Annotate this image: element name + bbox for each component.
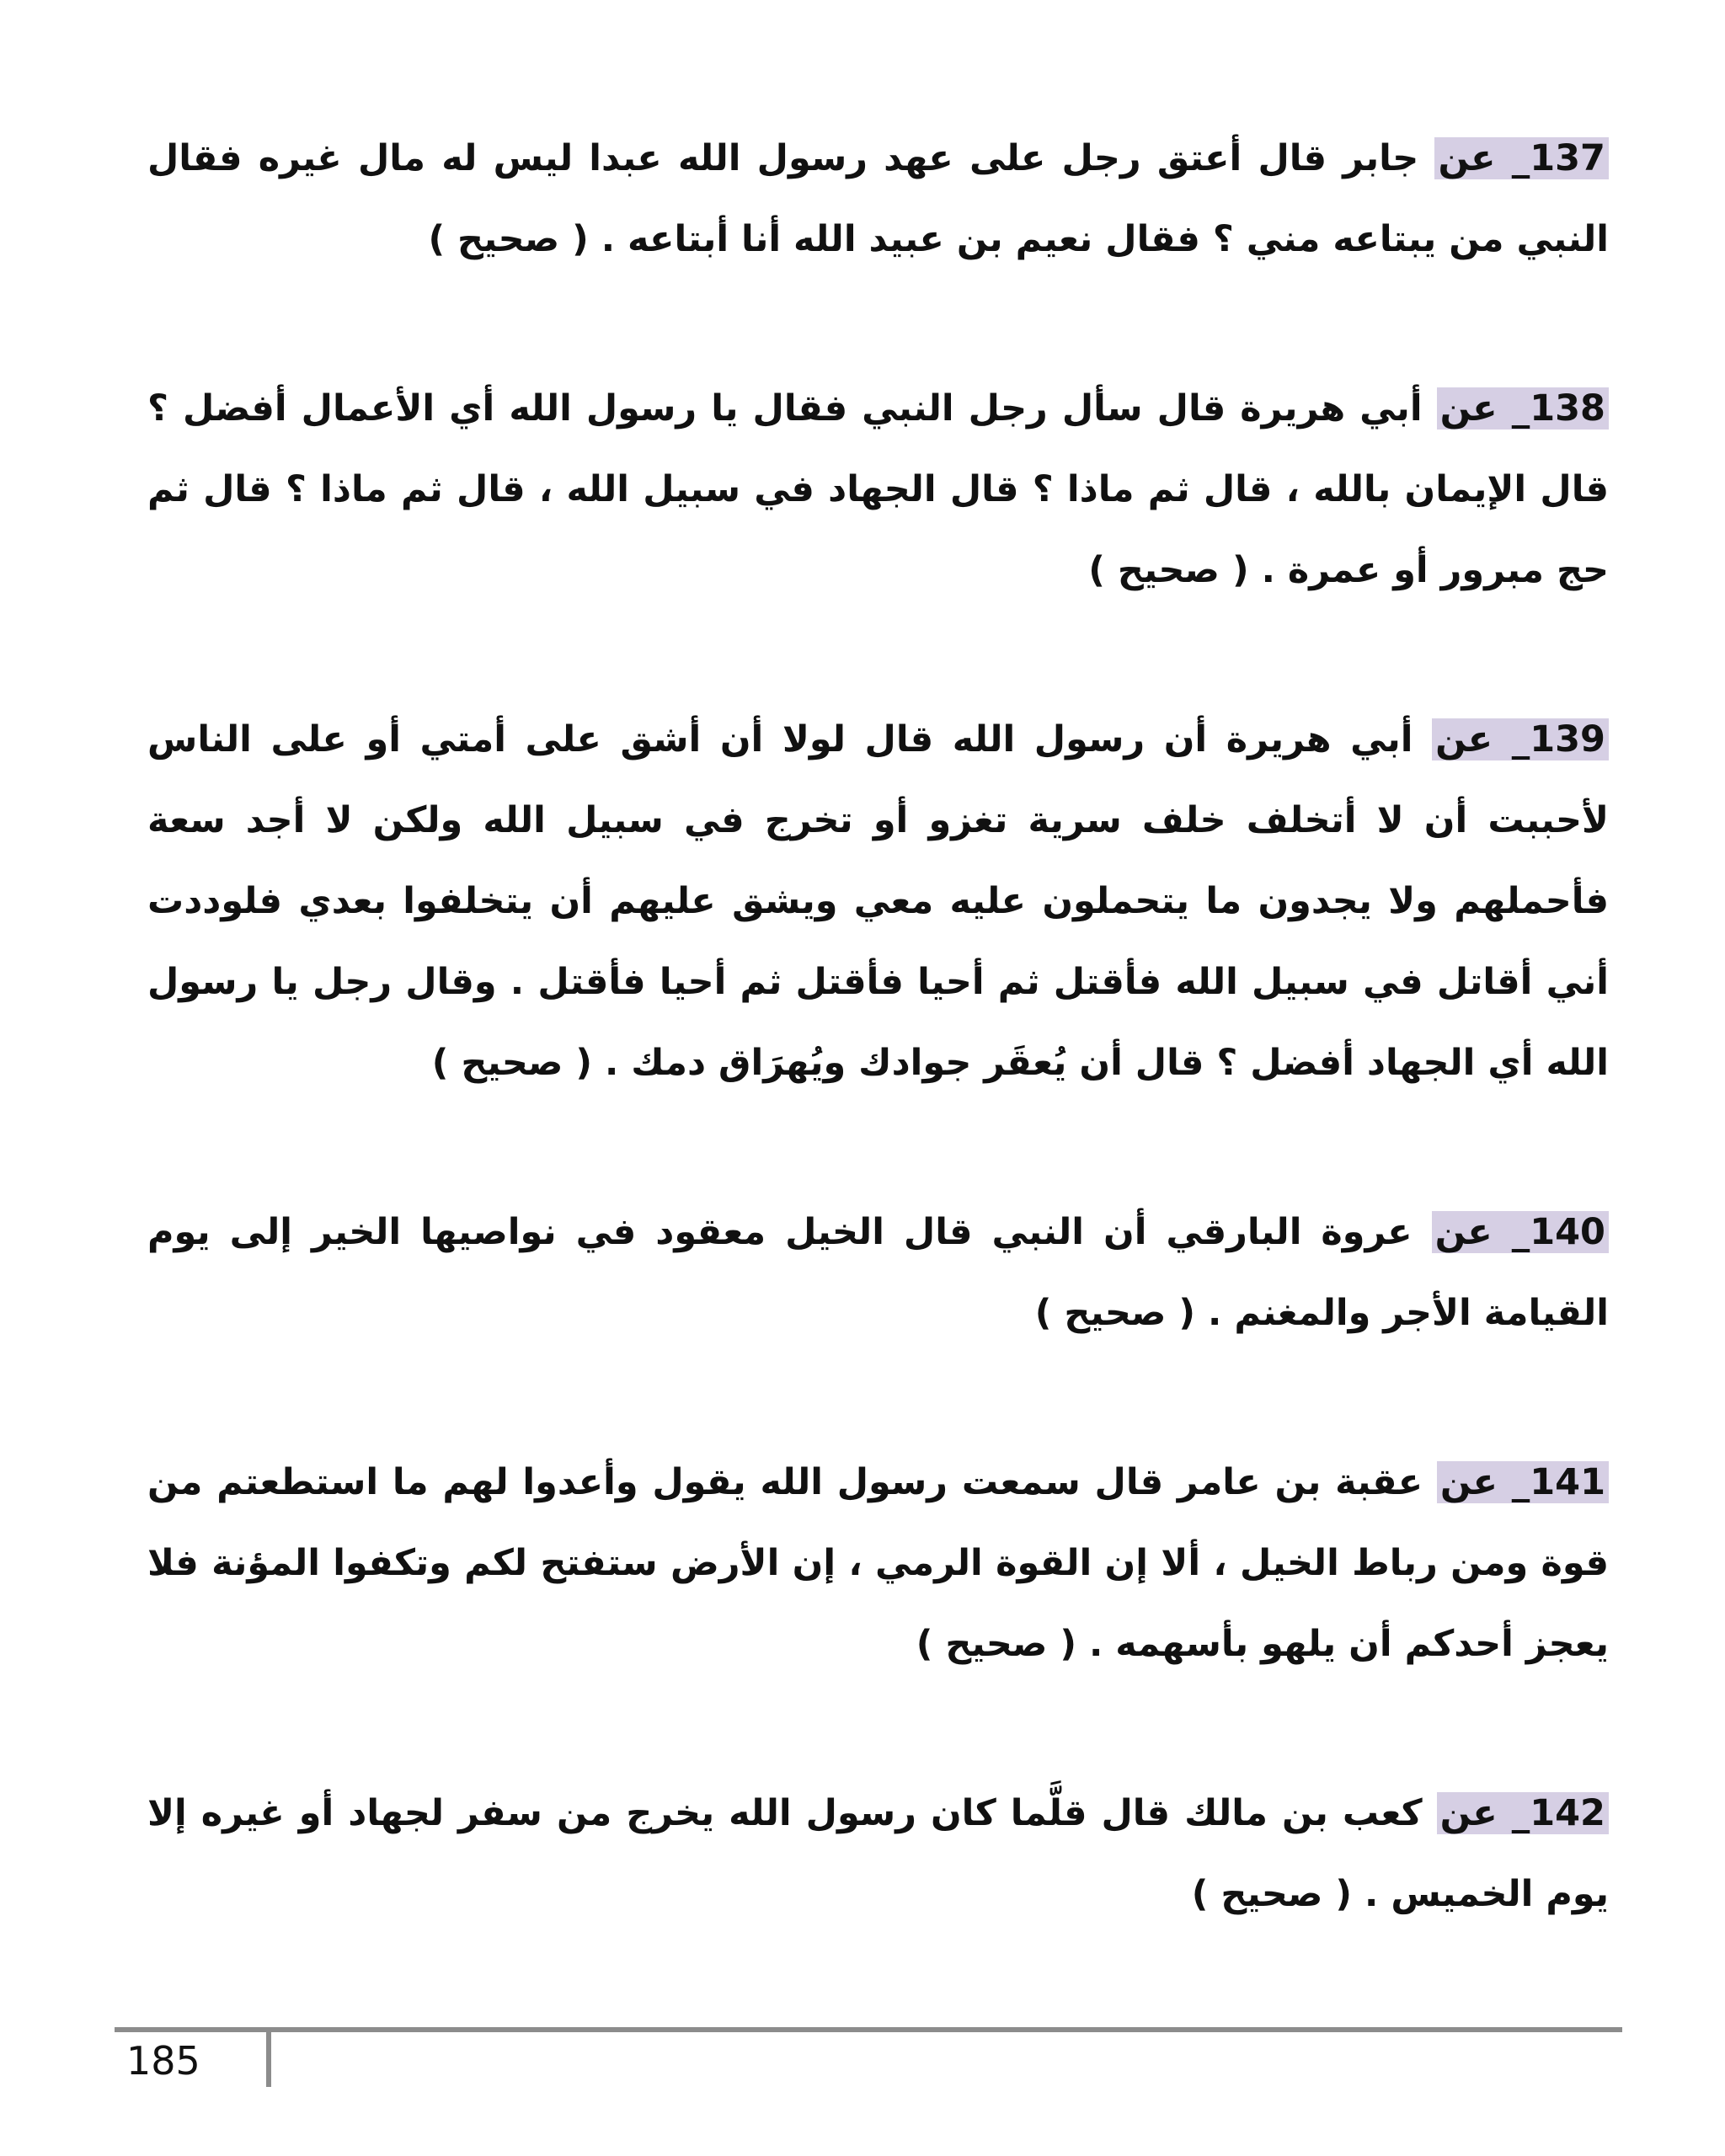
hadith-text: عروة البارقي أن النبي قال الخيل معقود في نواصيها الخير إلى يوم القيامة الأجر والمغنم . ( صحيح ) [147, 1211, 1609, 1334]
page-content [147, 118, 1609, 2023]
hadith-137 [147, 118, 1609, 280]
hadith-138 [147, 368, 1609, 611]
hadith-text: أبي هريرة قال سأل رجل النبي فقال يا رسول الله أي الأعمال أفضل ؟ قال الإيمان بالله ، قال ثم ماذا ؟ قال الجهاد في سبيل الله ، قال ثم ماذا ؟ قال ثم حج مبرور أو عمرة . ( صحيح ) [147, 387, 1609, 591]
hadith-139 [147, 699, 1609, 1103]
hadith-142 [147, 1773, 1609, 1935]
hadith-141 [147, 1442, 1609, 1684]
hadith-text: أبي هريرة أن رسول الله قال لولا أن أشق على أمتي أو على الناس لأحببت أن لا أتخلف خلف سرية تغزو أو تخرج في سبيل الله ولكن لا أجد سعة فأحملهم ولا يجدون ما يتحملون عليه معي ويشق عليهم أن يتخلفوا بعدي فلوددت أني أقاتل في سبيل الله فأقتل ثم أحيا فأقتل ثم أحيا فأقتل . وقال رجل يا رسول الله أي الجهاد أفضل ؟ قال أن يُعقَر جوادك ويُهرَاق دمك . ( صحيح ) [147, 718, 1609, 1084]
hadith-number: 142_ عن [1437, 1792, 1609, 1834]
page-number: 185 [126, 2038, 200, 2084]
hadith-140 [147, 1192, 1609, 1353]
hadith-number: 140_ عن [1432, 1211, 1609, 1253]
hadith-number: 137_ عن [1434, 137, 1609, 179]
footer-divider [266, 2030, 271, 2087]
hadith-text: جابر قال أعتق رجل على عهد رسول الله عبدا ليس له مال غيره فقال النبي من يبتاعه مني ؟ فقال نعيم بن عبيد الله أنا أبتاعه . ( صحيح ) [147, 137, 1609, 260]
hadith-number: 139_ عن [1432, 718, 1609, 760]
hadith-text: كعب بن مالك قال قلَّما كان رسول الله يخرج من سفر لجهاد أو غيره إلا يوم الخميس . ( صحيح ) [147, 1792, 1609, 1915]
hadith-text: عقبة بن عامر قال سمعت رسول الله يقول وأعدوا لهم ما استطعتم من قوة ومن رباط الخيل ، ألا إن القوة الرمي ، إن الأرض ستفتح لكم وتكفوا المؤنة فلا يعجز أحدكم أن يلهو بأسهمه . ( صحيح ) [147, 1461, 1609, 1665]
hadith-number: 138_ عن [1437, 387, 1609, 430]
footer-rule [115, 2027, 1622, 2032]
hadith-number: 141_ عن [1437, 1461, 1609, 1503]
